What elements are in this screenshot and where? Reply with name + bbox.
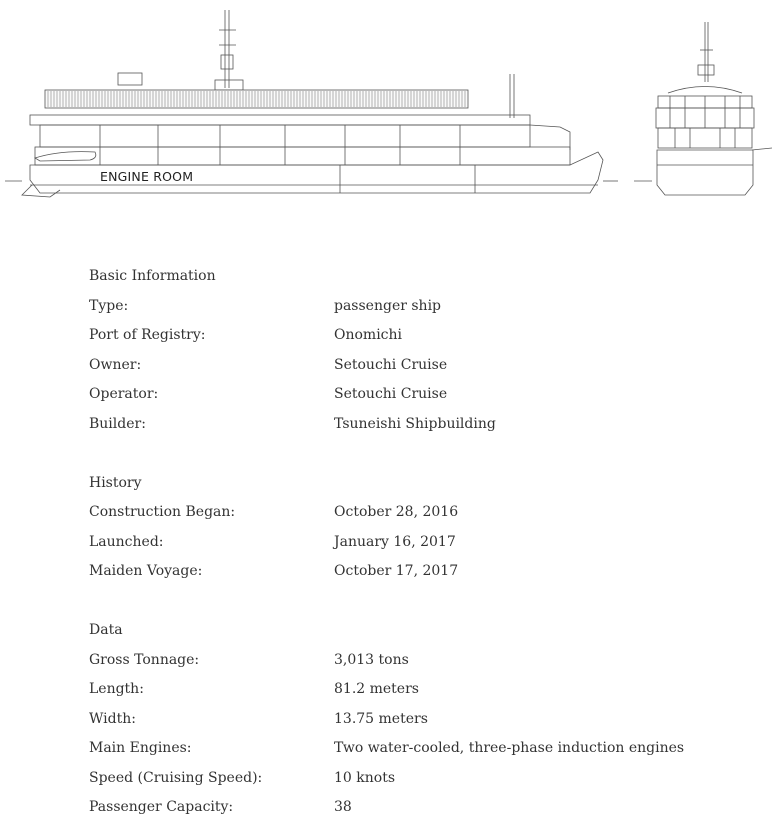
spec-value: October 28, 2016 bbox=[334, 504, 459, 520]
section-spacer bbox=[89, 587, 769, 617]
spec-label: Passenger Capacity: bbox=[89, 799, 234, 815]
spec-label: Type: bbox=[89, 297, 129, 314]
section-heading: Basic Information bbox=[89, 268, 216, 284]
spec-row bbox=[89, 646, 769, 676]
spec-label: Builder: bbox=[89, 415, 146, 432]
spec-label: Owner: bbox=[89, 356, 142, 373]
spec-label: Main Engines: bbox=[89, 740, 192, 756]
spec-row bbox=[89, 498, 769, 528]
spec-value: passenger ship bbox=[334, 297, 442, 314]
spec-label: Operator: bbox=[89, 386, 159, 402]
spec-label: Gross Tonnage: bbox=[89, 651, 200, 668]
ship-side-profile-drawing bbox=[0, 0, 620, 215]
section-spacer bbox=[89, 439, 769, 469]
spec-value: 10 knots bbox=[334, 769, 396, 786]
spec-row bbox=[89, 528, 769, 558]
spec-value: Tsuneishi Shipbuilding bbox=[334, 415, 496, 432]
spec-value: 3,013 tons bbox=[334, 651, 409, 668]
spec-row bbox=[89, 292, 769, 322]
spec-value: 38 bbox=[334, 799, 352, 815]
spec-value: Setouchi Cruise bbox=[334, 356, 448, 373]
section-heading: History bbox=[89, 474, 142, 491]
spec-value: 13.75 meters bbox=[334, 710, 428, 727]
ship-specifications bbox=[89, 262, 769, 823]
spec-row bbox=[89, 764, 769, 794]
spec-row bbox=[89, 793, 769, 823]
ship-drawings bbox=[0, 0, 780, 215]
spec-row bbox=[89, 557, 769, 587]
spec-row bbox=[89, 321, 769, 351]
spec-value: Two water-cooled, three-phase induction engines bbox=[334, 740, 685, 756]
spec-label: Width: bbox=[89, 710, 136, 727]
spec-value: Onomichi bbox=[334, 327, 403, 343]
engine-room-label: ENGINE ROOM bbox=[100, 169, 194, 184]
section-heading: Data bbox=[89, 622, 123, 638]
spec-row bbox=[89, 351, 769, 381]
spec-label: Port of Registry: bbox=[89, 327, 206, 343]
spec-row bbox=[89, 380, 769, 410]
spec-value: 81.2 meters bbox=[334, 681, 419, 697]
spec-value: Setouchi Cruise bbox=[334, 386, 448, 402]
spec-value: January 16, 2017 bbox=[334, 533, 456, 550]
spec-label: Speed (Cruising Speed): bbox=[89, 769, 263, 786]
spec-label: Construction Began: bbox=[89, 504, 236, 520]
spec-label: Maiden Voyage: bbox=[89, 563, 203, 579]
spec-row bbox=[89, 705, 769, 735]
spec-label: Launched: bbox=[89, 533, 164, 550]
spec-label: Length: bbox=[89, 681, 144, 697]
spec-value: October 17, 2017 bbox=[334, 563, 459, 579]
spec-row bbox=[89, 410, 769, 440]
spec-row bbox=[89, 675, 769, 705]
ship-front-view-drawing bbox=[630, 0, 780, 215]
spec-row bbox=[89, 734, 769, 764]
